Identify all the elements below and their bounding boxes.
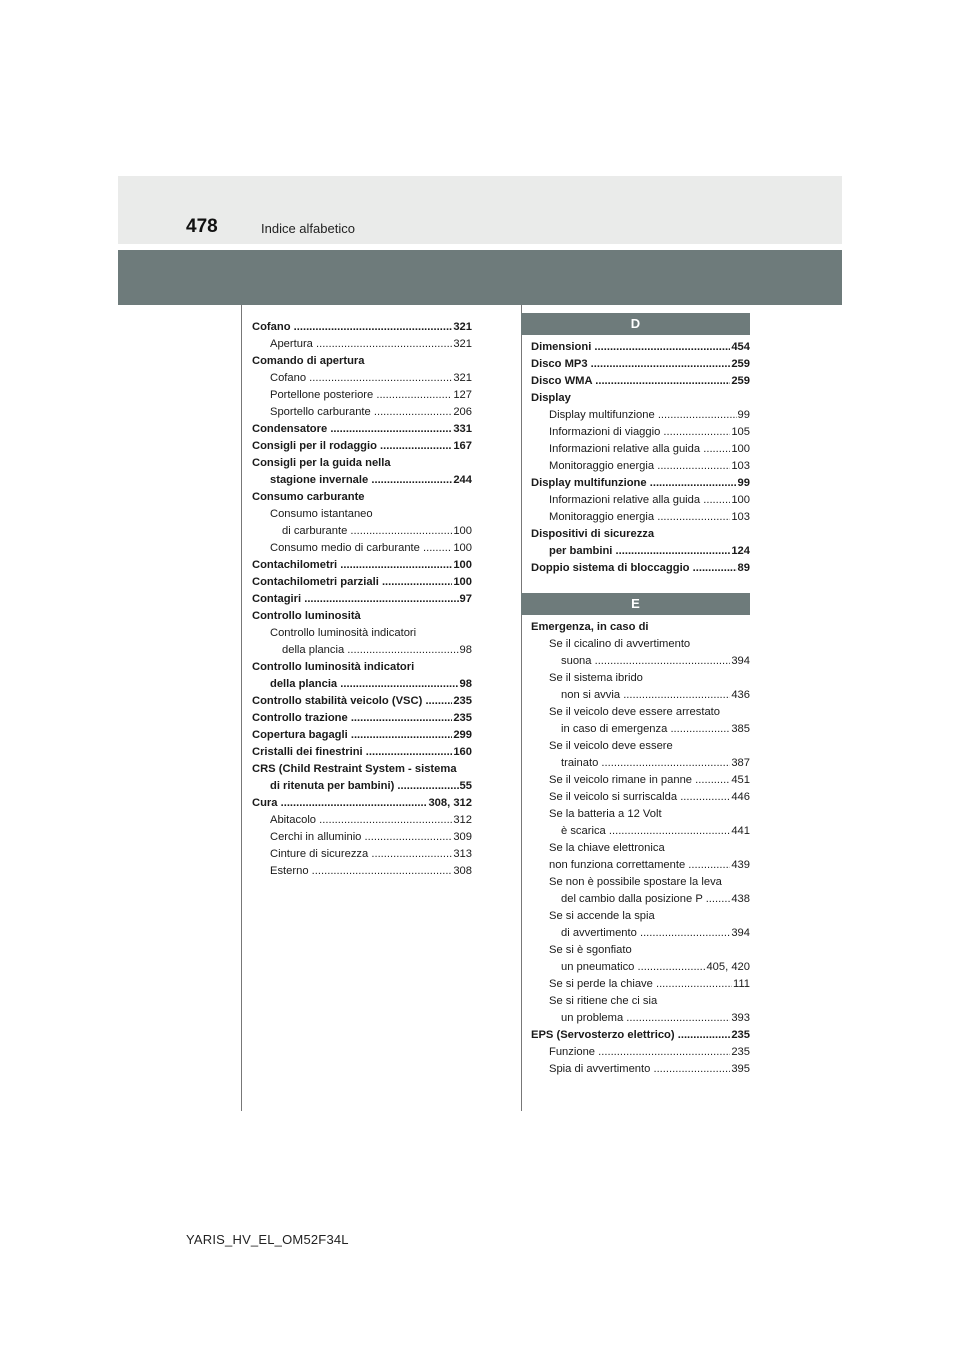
index-entry-page: 313 — [452, 846, 472, 863]
index-entry-page: 103 — [730, 509, 750, 526]
index-entry-term: della plancia ..... — [282, 644, 472, 656]
index-entry — [531, 619, 750, 636]
index-entry — [252, 404, 472, 421]
index-entry — [531, 738, 750, 755]
index-entry-term: Se si è sgonfiato — [549, 944, 632, 956]
index-entry-term: Copertura bagagli ..... — [252, 729, 472, 741]
index-entry-page: 454 — [730, 339, 750, 356]
index-entry-page: 308, 312 — [427, 795, 472, 812]
index-entry — [252, 336, 472, 353]
index-entry — [252, 472, 472, 489]
index-entry-page: 385 — [730, 721, 750, 738]
header-band — [118, 176, 842, 244]
index-entry-page: 55 — [459, 778, 472, 795]
index-entry-page: 98 — [459, 642, 472, 659]
index-entry — [531, 1044, 750, 1061]
index-entry-term: EPS (Servosterzo elettrico) ..... — [531, 1029, 750, 1041]
index-entry-term: Cinture di sicurezza ..... — [270, 848, 472, 860]
index-entry-term: Abitacolo ..... — [270, 814, 472, 826]
index-entry-term: Se il veicolo deve essere arrestato — [549, 706, 721, 718]
index-entry-term: Se il sistema ibrido — [549, 672, 643, 684]
index-entry-term: per bambini ..... — [549, 545, 750, 557]
index-entry-term: Portellone posteriore ..... — [270, 389, 472, 401]
index-entry-term: Cristalli dei finestrini ..... — [252, 746, 472, 758]
index-entry — [252, 795, 472, 812]
index-entry-page: 206 — [452, 404, 472, 421]
index-entry — [531, 407, 750, 424]
index-entry-page: 439 — [730, 857, 750, 874]
index-entry-term: Se si ritiene che ci sia — [549, 995, 658, 1007]
index-entry — [252, 353, 472, 370]
index-entry — [531, 942, 750, 959]
index-column-e — [531, 619, 750, 1078]
left-column-rule — [241, 305, 242, 1111]
document-code: YARIS_HV_EL_OM52F34L — [186, 1232, 349, 1247]
index-entry-page: 405, 420 — [705, 959, 750, 976]
index-entry-page: 167 — [452, 438, 472, 455]
index-entry — [531, 874, 750, 891]
index-entry-page: 441 — [730, 823, 750, 840]
index-entry-term: Se si accende la spia — [549, 910, 655, 922]
index-entry-term: un pneumatico ..... — [561, 961, 750, 973]
index-entry-term: Funzione ..... — [549, 1046, 750, 1058]
index-entry — [252, 710, 472, 727]
index-entry — [531, 475, 750, 492]
index-entry — [252, 370, 472, 387]
index-entry-page: 235 — [730, 1027, 750, 1044]
index-entry-page: 100 — [730, 492, 750, 509]
index-entry-page: 438 — [730, 891, 750, 908]
index-entry — [531, 704, 750, 721]
index-entry — [531, 356, 750, 373]
index-entry-page: 309 — [452, 829, 472, 846]
index-entry — [531, 976, 750, 993]
index-entry-term: di avvertimento ..... — [561, 927, 750, 939]
index-entry-page: 451 — [730, 772, 750, 789]
index-entry-term: Consigli per la guida nella — [252, 457, 391, 469]
index-entry-term: Apertura ..... — [270, 338, 472, 350]
index-entry — [531, 424, 750, 441]
index-entry-page: 387 — [730, 755, 750, 772]
index-entry — [531, 823, 750, 840]
index-entry-term: Se la batteria a 12 Volt — [549, 808, 662, 820]
index-entry — [531, 653, 750, 670]
index-entry-term: Controllo luminosità — [252, 610, 361, 622]
index-entry-term: Monitoraggio energia ..... — [549, 460, 750, 472]
index-entry-term: Se il veicolo deve essere — [549, 740, 673, 752]
index-entry — [531, 993, 750, 1010]
index-entry — [252, 778, 472, 795]
index-entry — [531, 925, 750, 942]
index-entry — [531, 857, 750, 874]
index-entry — [252, 659, 472, 676]
index-entry-term: è scarica ..... — [561, 825, 750, 837]
index-entry — [252, 438, 472, 455]
index-entry-term: Controllo luminosità indicatori — [252, 661, 415, 673]
index-entry-page: 312 — [452, 812, 472, 829]
header-dark-band — [118, 250, 842, 305]
index-entry — [531, 891, 750, 908]
index-entry-page: 321 — [452, 336, 472, 353]
index-entry-term: Cofano ..... — [252, 321, 472, 333]
index-entry-page: 100 — [452, 540, 472, 557]
index-entry-term: Contagiri ..... — [252, 593, 472, 605]
index-entry — [531, 959, 750, 976]
index-entry-term: Contachilometri parziali ..... — [252, 576, 472, 588]
index-entry-term: stagione invernale ..... — [270, 474, 472, 486]
index-entry — [252, 387, 472, 404]
index-entry — [252, 489, 472, 506]
index-entry — [252, 693, 472, 710]
index-entry-term: Controllo stabilità veicolo (VSC) ..... — [252, 695, 472, 707]
index-entry — [252, 727, 472, 744]
index-entry-term: Se non è possibile spostare la leva — [549, 876, 722, 888]
index-entry — [531, 840, 750, 857]
index-entry — [531, 908, 750, 925]
index-entry-page: 394 — [730, 925, 750, 942]
page-number: 478 — [186, 216, 218, 237]
index-entry-term: Emergenza, in caso di — [531, 621, 649, 633]
index-entry-term: Consigli per il rodaggio ..... — [252, 440, 472, 452]
index-column-left — [252, 319, 472, 880]
index-entry — [252, 608, 472, 625]
index-entry-page: 97 — [459, 591, 472, 608]
index-entry-page: 308 — [452, 863, 472, 880]
index-entry — [252, 625, 472, 642]
index-entry-term: Se la chiave elettronica — [549, 842, 665, 854]
index-entry — [252, 761, 472, 778]
index-entry-page: 99 — [737, 407, 750, 424]
index-entry — [531, 560, 750, 577]
section-letter-d: D — [521, 313, 750, 335]
index-entry-term: trainato ..... — [561, 757, 750, 769]
index-entry-term: Display multifunzione ..... — [549, 409, 750, 421]
index-entry-term: Informazioni di viaggio ..... — [549, 426, 750, 438]
index-entry — [252, 591, 472, 608]
index-entry-term: Doppio sistema di bloccaggio ..... — [531, 562, 750, 574]
index-entry-term: Controllo luminosità indicatori — [270, 627, 417, 639]
index-entry — [531, 670, 750, 687]
index-entry — [252, 557, 472, 574]
index-entry — [531, 339, 750, 356]
index-entry — [252, 829, 472, 846]
index-entry-term: Spia di avvertimento ..... — [549, 1063, 750, 1075]
index-entry-term: CRS (Child Restraint System - sistema — [252, 763, 457, 775]
index-entry-term: Display multifunzione ..... — [531, 477, 750, 489]
index-entry-page: 321 — [452, 370, 472, 387]
index-entry-term: Contachilometri ..... — [252, 559, 472, 571]
index-entry-term: Comando di apertura — [252, 355, 365, 367]
index-column-d — [531, 339, 750, 577]
index-entry — [531, 1027, 750, 1044]
index-entry-page: 100 — [730, 441, 750, 458]
index-entry-term: di ritenuta per bambini) ..... — [270, 780, 472, 792]
index-entry — [252, 642, 472, 659]
index-entry-page: 259 — [730, 373, 750, 390]
index-entry — [531, 772, 750, 789]
index-entry — [531, 721, 750, 738]
index-entry-page: 105 — [730, 424, 750, 441]
index-entry — [252, 455, 472, 472]
index-entry-term: in caso di emergenza ..... — [561, 723, 750, 735]
index-entry-term: della plancia ..... — [270, 678, 472, 690]
index-entry-page: 299 — [452, 727, 472, 744]
index-entry — [531, 806, 750, 823]
index-entry — [252, 846, 472, 863]
index-entry — [252, 744, 472, 761]
index-entry — [531, 543, 750, 560]
index-entry-term: Consumo carburante — [252, 491, 365, 503]
index-entry-page: 436 — [730, 687, 750, 704]
index-entry-page: 235 — [452, 710, 472, 727]
index-entry — [531, 492, 750, 509]
right-column-rule — [521, 305, 522, 1111]
index-entry-page: 100 — [452, 557, 472, 574]
index-entry-page: 100 — [452, 523, 472, 540]
index-entry-term: Cofano ..... — [270, 372, 472, 384]
index-entry-term: Cura ..... — [252, 797, 472, 809]
index-entry-page: 124 — [730, 543, 750, 560]
index-entry-term: di carburante ..... — [282, 525, 472, 537]
index-entry-term: Informazioni relative alla guida ..... — [549, 443, 750, 455]
index-entry-term: Controllo trazione ..... — [252, 712, 472, 724]
index-entry-page: 393 — [730, 1010, 750, 1027]
section-title: Indice alfabetico — [261, 221, 355, 236]
index-entry — [252, 421, 472, 438]
index-entry-term: Disco MP3 ..... — [531, 358, 750, 370]
index-entry — [531, 1010, 750, 1027]
index-entry-term: Cerchi in alluminio ..... — [270, 831, 472, 843]
index-entry — [252, 676, 472, 693]
index-entry-page: 127 — [452, 387, 472, 404]
index-entry — [531, 1061, 750, 1078]
index-entry-term: Se si perde la chiave ..... — [549, 978, 750, 990]
index-entry-term: Monitoraggio energia ..... — [549, 511, 750, 523]
index-entry — [252, 523, 472, 540]
index-entry-term: Esterno ..... — [270, 865, 472, 877]
index-entry-term: Dimensioni ..... — [531, 341, 750, 353]
index-entry-term: Dispositivi di sicurezza — [531, 528, 655, 540]
index-entry — [531, 458, 750, 475]
index-entry — [252, 574, 472, 591]
index-entry-term: Condensatore ..... — [252, 423, 472, 435]
index-entry — [531, 789, 750, 806]
index-entry — [252, 506, 472, 523]
index-entry-term: Consumo medio di carburante ..... — [270, 542, 472, 554]
index-entry-page: 235 — [452, 693, 472, 710]
index-entry-term: non si avvia ..... — [561, 689, 750, 701]
index-entry-term: suona ..... — [561, 655, 750, 667]
index-entry-page: 160 — [452, 744, 472, 761]
index-entry — [531, 755, 750, 772]
index-entry-term: Se il cicalino di avvertimento — [549, 638, 691, 650]
index-entry — [252, 540, 472, 557]
index-entry-page: 446 — [730, 789, 750, 806]
index-entry-page: 244 — [452, 472, 472, 489]
index-entry-term: Consumo istantaneo — [270, 508, 373, 520]
index-entry-page: 111 — [732, 976, 750, 993]
index-entry-page: 100 — [452, 574, 472, 591]
index-entry-term: Informazioni relative alla guida ..... — [549, 494, 750, 506]
index-entry-page: 395 — [730, 1061, 750, 1078]
index-entry-term: Sportello carburante ..... — [270, 406, 472, 418]
index-entry-page: 259 — [730, 356, 750, 373]
index-entry-page: 98 — [459, 676, 472, 693]
index-entry — [252, 812, 472, 829]
index-entry-page: 99 — [737, 475, 750, 492]
index-entry — [531, 390, 750, 407]
index-entry-term: Display — [531, 392, 571, 404]
index-entry-page: 394 — [730, 653, 750, 670]
index-entry-term: Se il veicolo rimane in panne ..... — [549, 774, 750, 786]
index-entry-page: 103 — [730, 458, 750, 475]
index-entry-term: non funziona correttamente ..... — [549, 859, 750, 871]
section-letter-e: E — [521, 593, 750, 615]
index-entry-page: 331 — [452, 421, 472, 438]
index-entry — [531, 636, 750, 653]
index-entry — [252, 863, 472, 880]
index-entry-term: Disco WMA ..... — [531, 375, 750, 387]
index-entry — [531, 526, 750, 543]
index-entry — [531, 509, 750, 526]
index-entry-term: Se il veicolo si surriscalda ..... — [549, 791, 750, 803]
index-entry-page: 235 — [730, 1044, 750, 1061]
index-entry — [531, 441, 750, 458]
index-entry — [531, 373, 750, 390]
index-entry-term: del cambio dalla posizione P ..... — [561, 893, 750, 905]
index-entry-term: un problema ..... — [561, 1012, 750, 1024]
index-entry — [252, 319, 472, 336]
index-entry-page: 321 — [452, 319, 472, 336]
index-entry-page: 89 — [737, 560, 750, 577]
index-entry — [531, 687, 750, 704]
